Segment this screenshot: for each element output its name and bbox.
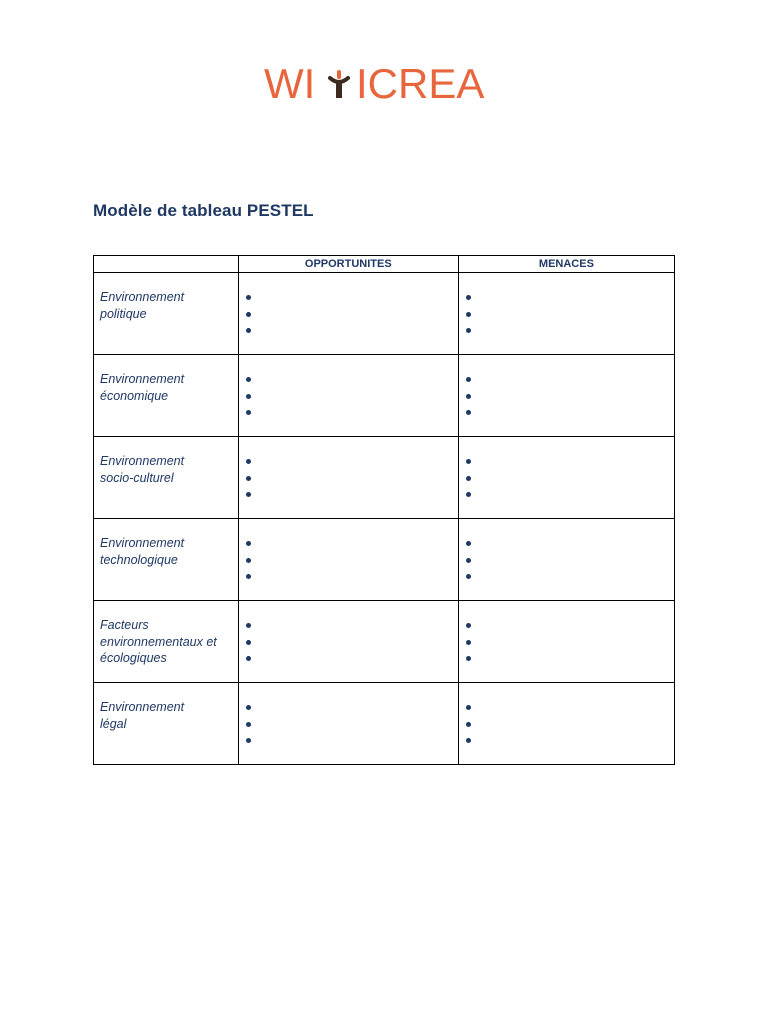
factor-cell (94, 601, 239, 683)
bullet-item[interactable] (466, 699, 674, 716)
bullet-item[interactable] (466, 470, 674, 487)
threats-cell[interactable] (458, 601, 674, 683)
opportunities-cell[interactable] (238, 519, 458, 601)
table-row (94, 601, 675, 683)
bullet-item[interactable] (466, 568, 674, 585)
header-menaces: MENACES (458, 256, 674, 273)
factor-label: Environnement socio-culturel (100, 454, 185, 485)
bullet-item[interactable] (246, 568, 458, 585)
bullet-item[interactable] (466, 650, 674, 667)
bullet-item[interactable] (466, 552, 674, 569)
logo-text-left: WI (264, 60, 316, 104)
bullet-item[interactable] (466, 453, 674, 470)
table-row (94, 355, 675, 437)
bullet-list (239, 519, 458, 585)
threats-cell[interactable] (458, 683, 674, 765)
bullet-list (239, 355, 458, 421)
bullet-list (459, 355, 674, 421)
table-row (94, 519, 675, 601)
bullet-list (459, 437, 674, 503)
bullet-item[interactable] (246, 634, 458, 651)
bullet-item[interactable] (246, 650, 458, 667)
bullet-list (239, 437, 458, 503)
opportunities-cell[interactable] (238, 683, 458, 765)
bullet-list (239, 683, 458, 749)
factor-label: Environnement politique (100, 290, 185, 321)
bullet-item[interactable] (246, 617, 458, 634)
page-title: Modèle de tableau PESTEL (93, 201, 314, 220)
bullet-item[interactable] (246, 453, 458, 470)
table-row (94, 273, 675, 355)
header-blank (94, 256, 239, 273)
bullet-item[interactable] (466, 716, 674, 733)
factor-cell (94, 273, 239, 355)
opportunities-cell[interactable] (238, 437, 458, 519)
bullet-item[interactable] (246, 388, 458, 405)
factor-cell (94, 437, 239, 519)
threats-cell[interactable] (458, 437, 674, 519)
bullet-item[interactable] (246, 552, 458, 569)
table-row (94, 683, 675, 765)
pestel-table (93, 255, 675, 765)
bullet-item[interactable] (466, 486, 674, 503)
factor-label: Environnement technologique (100, 536, 185, 567)
bullet-item[interactable] (466, 289, 674, 306)
threats-cell[interactable] (458, 519, 674, 601)
factor-cell (94, 355, 239, 437)
bullet-item[interactable] (246, 535, 458, 552)
bullet-item[interactable] (466, 322, 674, 339)
bullet-item[interactable] (246, 699, 458, 716)
bullet-list (459, 601, 674, 667)
bullet-item[interactable] (466, 306, 674, 323)
opportunities-cell[interactable] (238, 355, 458, 437)
bullet-list (239, 273, 458, 339)
logo-text-right: ICREA (356, 60, 485, 104)
logo-k-mark (330, 70, 348, 98)
table-header-row (94, 256, 675, 273)
bullet-item[interactable] (466, 617, 674, 634)
opportunities-cell[interactable] (238, 273, 458, 355)
bullet-item[interactable] (246, 470, 458, 487)
bullet-list (459, 273, 674, 339)
factor-cell (94, 683, 239, 765)
bullet-item[interactable] (246, 486, 458, 503)
bullet-item[interactable] (246, 716, 458, 733)
factor-cell (94, 519, 239, 601)
bullet-item[interactable] (466, 634, 674, 651)
threats-cell[interactable] (458, 273, 674, 355)
threats-cell[interactable] (458, 355, 674, 437)
bullet-item[interactable] (466, 404, 674, 421)
factor-label: Facteurs environnementaux et écologiques (100, 618, 217, 665)
bullet-item[interactable] (246, 322, 458, 339)
bullet-item[interactable] (246, 404, 458, 421)
bullet-item[interactable] (246, 289, 458, 306)
bullet-list (239, 601, 458, 667)
bullet-item[interactable] (246, 371, 458, 388)
bullet-list (459, 519, 674, 585)
header-opportunites: OPPORTUNITES (238, 256, 458, 273)
bullet-item[interactable] (466, 732, 674, 749)
bullet-list (459, 683, 674, 749)
opportunities-cell[interactable] (238, 601, 458, 683)
wikicrea-logo (264, 60, 504, 104)
bullet-item[interactable] (466, 388, 674, 405)
factor-label: Environnement légal (100, 700, 185, 731)
bullet-item[interactable] (246, 732, 458, 749)
bullet-item[interactable] (466, 371, 674, 388)
table-row (94, 437, 675, 519)
bullet-item[interactable] (466, 535, 674, 552)
bullet-item[interactable] (246, 306, 458, 323)
factor-label: Environnement économique (100, 372, 185, 403)
